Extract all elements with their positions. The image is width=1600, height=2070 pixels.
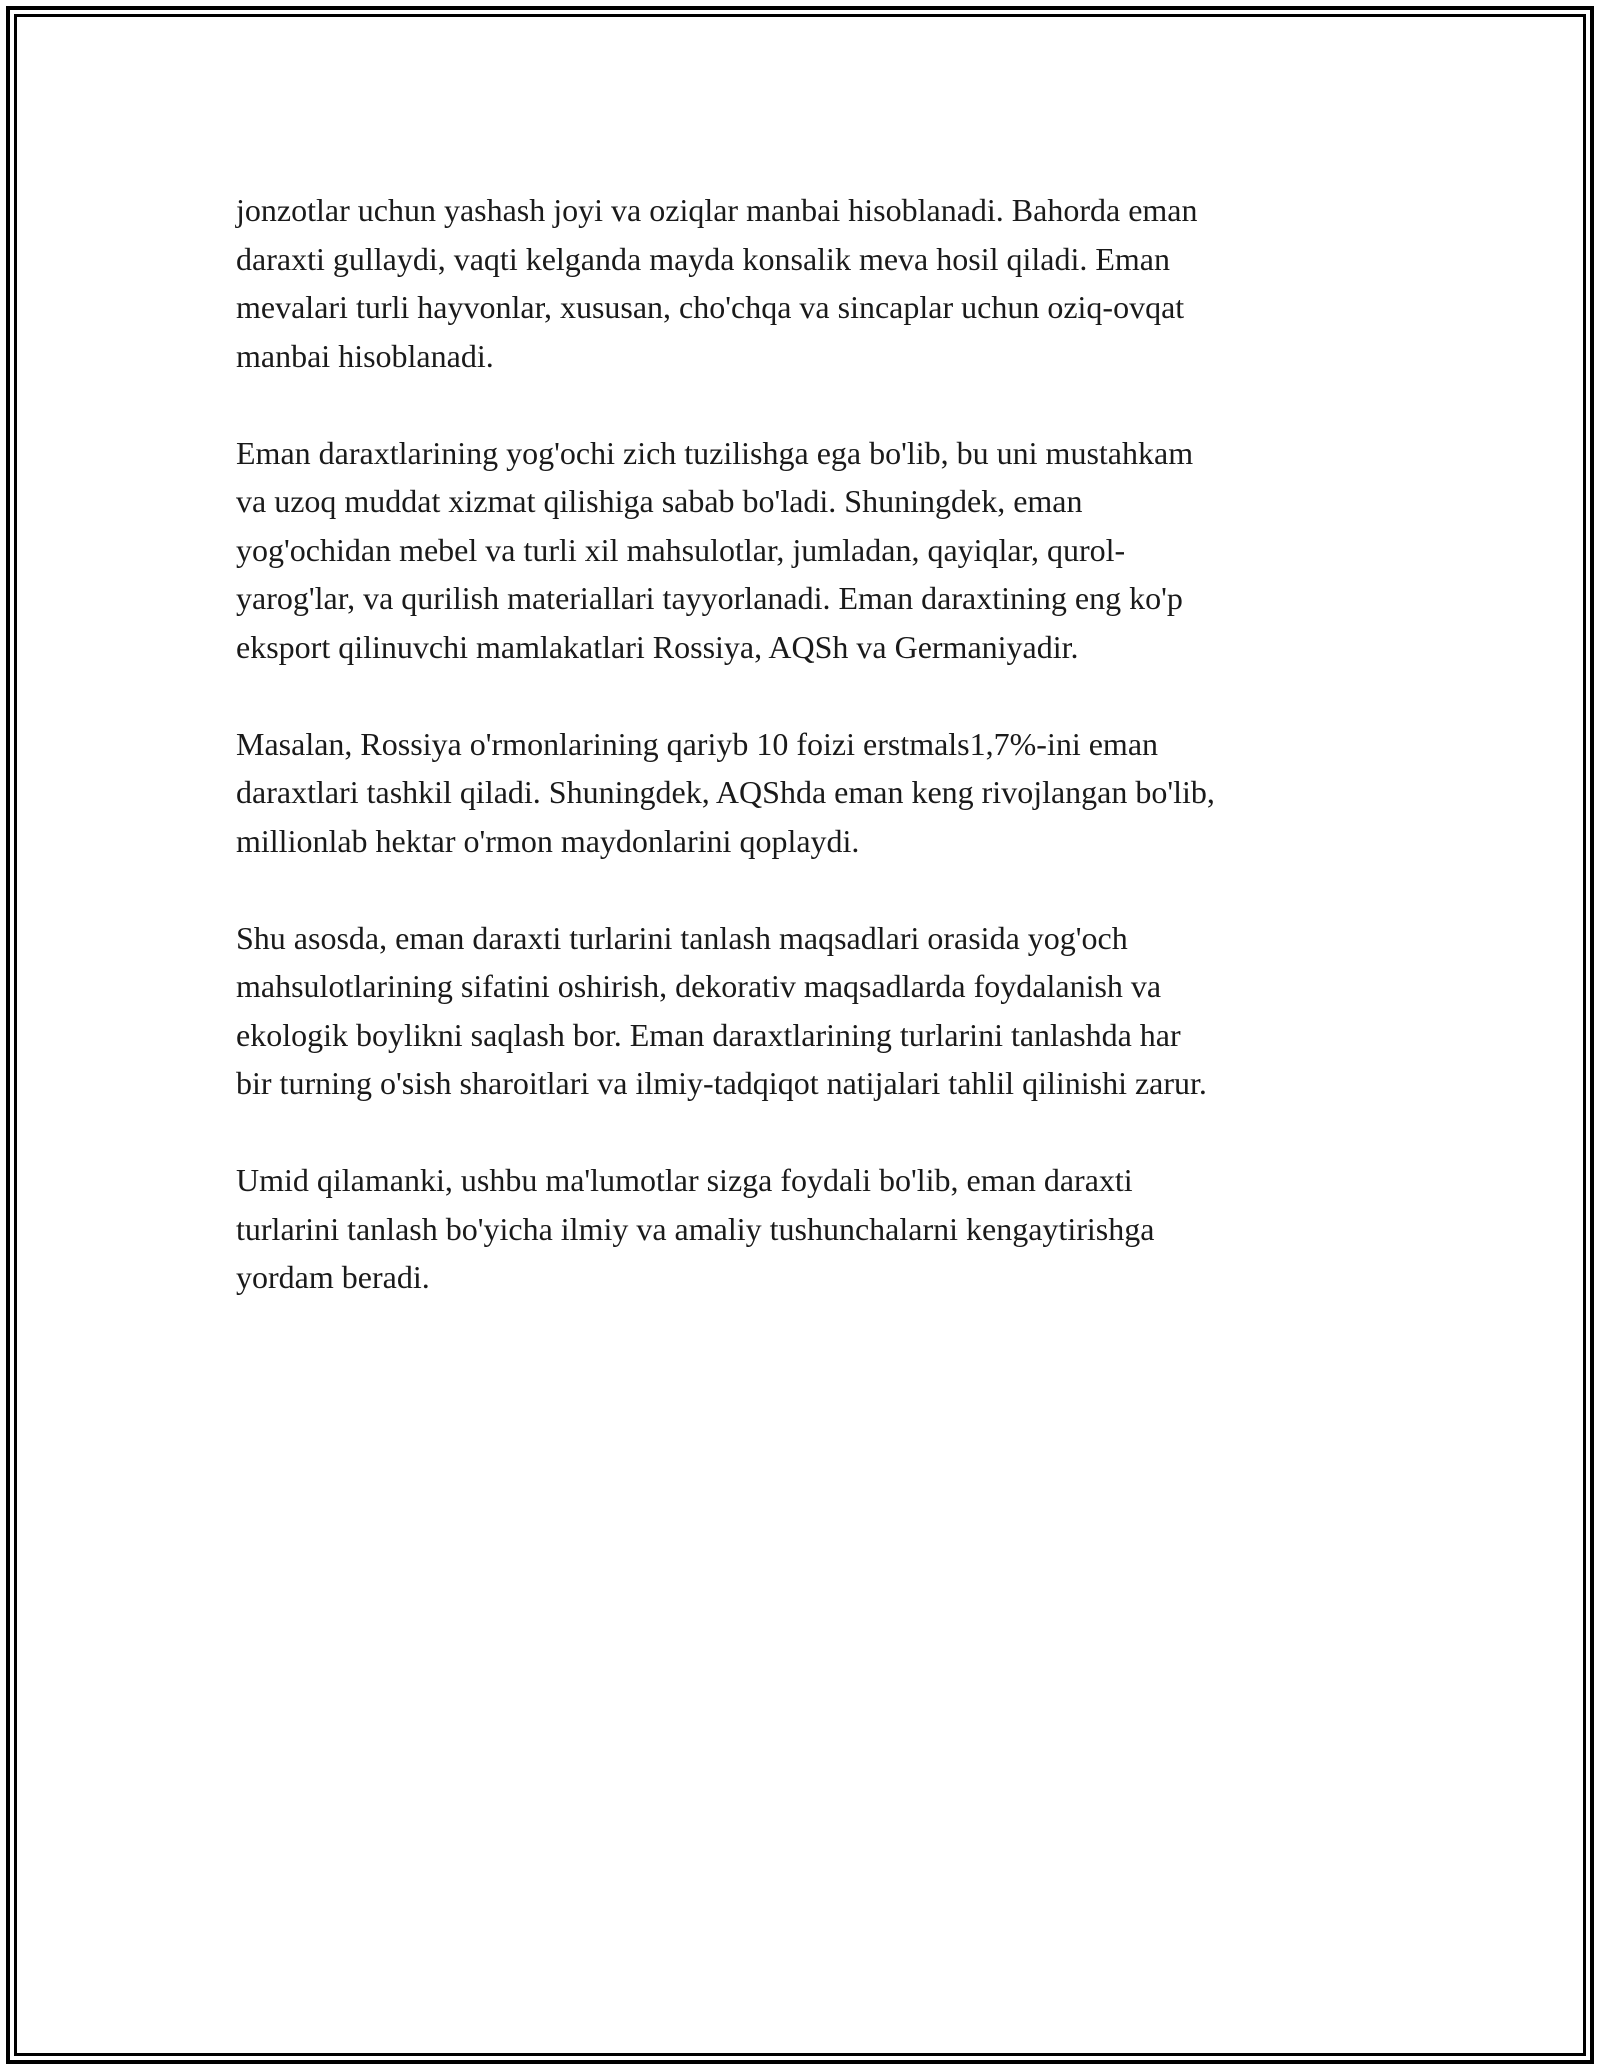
text-line: ekologik boylikni saqlash bor. Eman daraxtlarining turlarini tanlashda har: [236, 1016, 1181, 1053]
paragraph-5: [236, 1156, 1366, 1302]
text-line: daraxtlari tashkil qiladi. Shuningdek, AQShda eman keng rivojlangan bo'lib,: [236, 774, 1215, 810]
text-line: yog'ochidan mebel va turli xil mahsulotlar, jumladan, qayiqlar, qurol-: [236, 531, 1126, 568]
text-line: daraxti gullaydi, vaqti kelganda mayda konsalik meva hosil qiladi. Eman: [236, 240, 1170, 277]
paragraph-4: [236, 914, 1366, 1108]
text-line: Masalan, Rossiya o'rmonlarining qariyb 10 foizi erstmals1,7%-ini eman: [236, 725, 1159, 762]
text-line: jonzotlar uchun yashash joyi va oziqlar manbai hisoblanadi. Bahorda eman: [236, 192, 1198, 228]
text-line: yarog'lar, va qurilish materiallari tayyorlanadi. Eman daraxtining eng ko'p: [236, 580, 1183, 616]
text-line: Eman daraxtlarining yog'ochi zich tuzilishga ega bo'lib, bu uni mustahkam: [236, 434, 1194, 471]
paragraph-3: [236, 720, 1366, 866]
text-line: Umid qilamanki, ushbu ma'lumotlar sizga foydali bo'lib, eman daraxti: [236, 1162, 1133, 1198]
paragraph-2: [236, 429, 1366, 672]
text-line: bir turning o'sish sharoitlari va ilmiy-tadqiqot natijalari tahlil qilinishi zarur.: [236, 1065, 1207, 1101]
text-line: mevalari turli hayvonlar, xususan, cho'chqa va sincaplar uchun oziq-ovqat: [236, 289, 1185, 325]
document-body: [236, 186, 1366, 1350]
text-line: millionlab hektar o'rmon maydonlarini qoplaydi.: [236, 822, 860, 859]
text-line: mahsulotlarining sifatini oshirish, dekorativ maqsadlarda foydalanish va: [236, 968, 1162, 1004]
text-line: va uzoq muddat xizmat qilishiga sabab bo'ladi. Shuningdek, eman: [236, 483, 1083, 519]
text-line: yordam beradi.: [236, 1259, 430, 1295]
paragraph-1: [236, 186, 1366, 380]
text-line: manbai hisoblanadi.: [236, 337, 494, 374]
text-line: Shu asosda, eman daraxti turlarini tanlash maqsadlari orasida yog'och: [236, 919, 1128, 956]
text-line: eksport qilinuvchi mamlakatlari Rossiya, AQSh va Germaniyadir.: [236, 628, 1079, 665]
text-line: turlarini tanlash bo'yicha ilmiy va amaliy tushunchalarni kengaytirishga: [236, 1210, 1155, 1247]
